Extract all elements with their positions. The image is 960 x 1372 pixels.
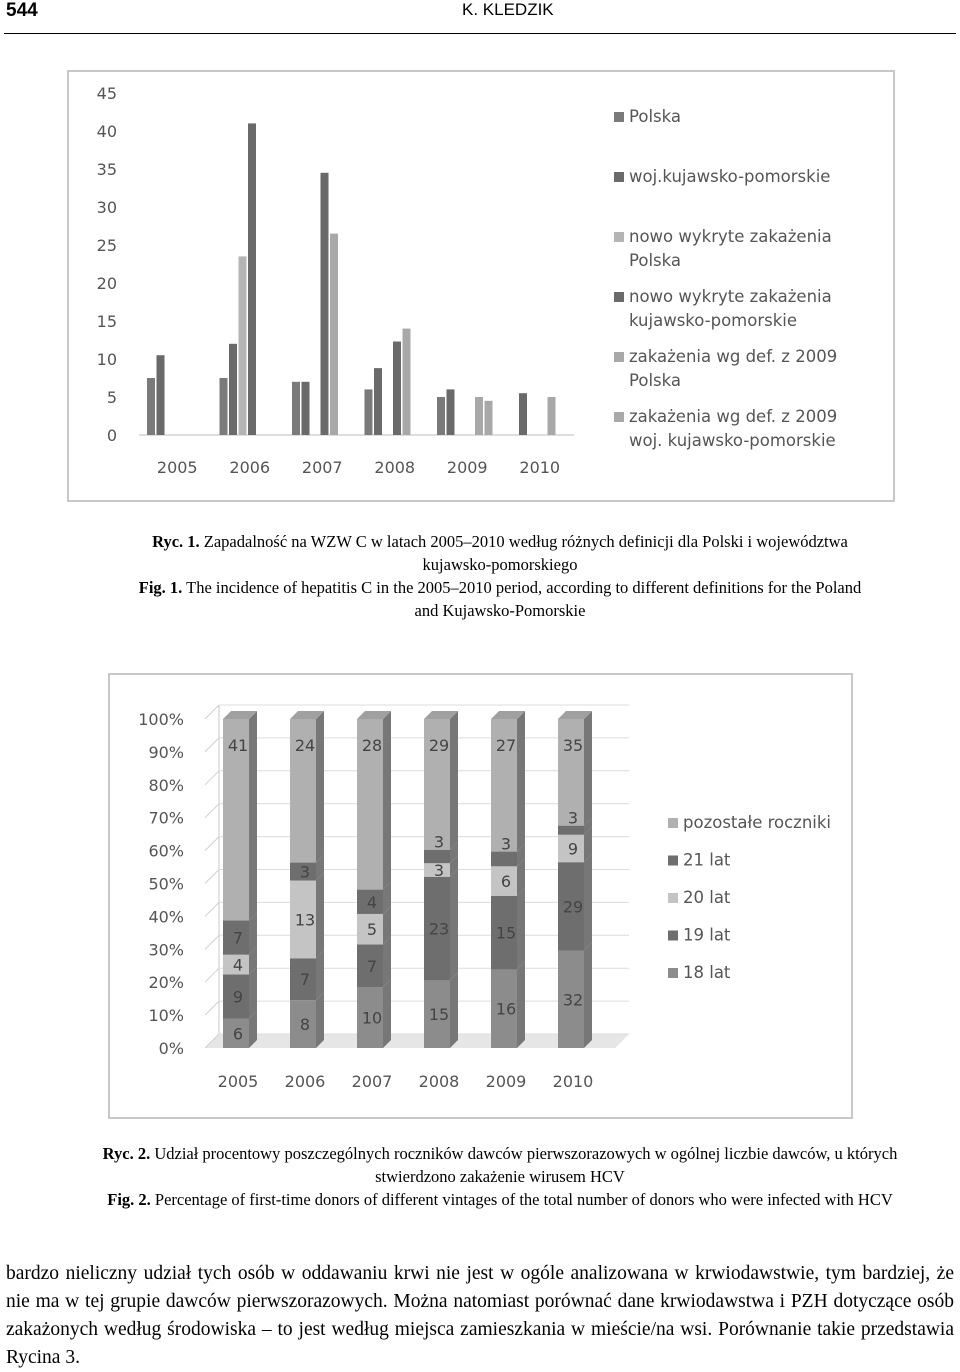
- x-tick-label: 2010: [519, 458, 561, 477]
- legend-label: pozostałe roczniki: [683, 813, 832, 832]
- legend-label: woj.kujawsko-pomorskie: [629, 167, 831, 186]
- data-label: 3: [299, 862, 311, 882]
- bar-side: [584, 854, 592, 950]
- figure-1-caption-en: [60, 576, 940, 622]
- x-tick-label: 2007: [351, 1072, 393, 1091]
- data-label: 7: [366, 956, 378, 976]
- y-tick-label: 30: [96, 198, 117, 217]
- page-number: 544: [6, 0, 38, 21]
- bar-side: [450, 869, 458, 981]
- data-label: 3: [567, 808, 579, 828]
- legend-swatch: [614, 412, 624, 422]
- y-tick-label: 20: [96, 274, 117, 293]
- y-tick-label: 50%: [148, 874, 184, 894]
- y-tick-label: 90%: [148, 742, 184, 762]
- bar-side: [316, 711, 324, 863]
- legend-label: nowo wykryte zakażenia: [629, 287, 832, 306]
- data-label: 29: [428, 736, 450, 755]
- bar: [302, 382, 310, 435]
- data-label: 4: [366, 892, 378, 912]
- data-label: 23: [428, 919, 450, 939]
- figure-1-caption-pl: [60, 530, 940, 576]
- bar-side: [249, 711, 257, 920]
- header-rule: [4, 33, 956, 34]
- data-label: 5: [366, 920, 378, 940]
- data-label: 16: [495, 999, 517, 1019]
- running-head: K. KLEDZIK: [462, 0, 554, 19]
- caption-label: Ryc. 1.: [152, 532, 200, 551]
- y-tick-label: 10: [96, 350, 117, 369]
- x-tick-label: 2006: [284, 1072, 326, 1091]
- gridline-diag: [205, 968, 219, 982]
- x-tick-label: 2005: [217, 1072, 259, 1091]
- data-label: 28: [361, 736, 383, 755]
- bar-side: [383, 711, 391, 890]
- legend-label: zakażenia wg def. z 2009: [629, 347, 838, 366]
- bar: [548, 397, 556, 435]
- legend-swatch: [668, 931, 678, 941]
- legend-label: Polska: [629, 371, 682, 390]
- gridline-diag: [205, 771, 219, 785]
- bar: [403, 329, 411, 435]
- gridline-diag: [205, 738, 219, 752]
- bar-side: [584, 711, 592, 826]
- bar: [220, 378, 228, 435]
- figure-1-chart: [69, 72, 893, 500]
- y-tick-label: 45: [96, 84, 117, 103]
- bar: [330, 234, 338, 435]
- bar: [519, 393, 527, 435]
- legend-label: woj. kujawsko-pomorskie: [629, 431, 836, 450]
- data-label: 15: [428, 1005, 450, 1025]
- figure-2-caption-en: [60, 1188, 940, 1211]
- x-tick-label: 2005: [156, 458, 198, 477]
- body-text: [6, 1260, 954, 1372]
- y-tick-label: 0: [106, 426, 117, 445]
- y-tick-label: 20%: [148, 973, 184, 993]
- y-tick-label: 30%: [148, 940, 184, 960]
- y-tick-label: 40: [96, 122, 117, 141]
- gridline-diag: [205, 902, 219, 916]
- caption-text: Percentage of first-time donors of different vintages of the total number of donors who were infected with HCV: [154, 1190, 893, 1209]
- bar-side: [316, 950, 324, 1000]
- caption-text: The incidence of hepatitis C in the 2005–2010 period, according to different definitions for the Poland: [186, 578, 862, 597]
- y-tick-label: 0%: [158, 1039, 184, 1058]
- figure-2-chart: [110, 675, 851, 1117]
- bar: [248, 123, 256, 435]
- legend-swatch: [614, 292, 624, 302]
- data-label: 3: [500, 834, 512, 854]
- data-label: 7: [299, 970, 311, 990]
- caption-label: Fig. 2.: [107, 1190, 151, 1209]
- legend-label: 20 lat: [683, 888, 731, 907]
- data-label: 32: [562, 990, 584, 1010]
- bar: [437, 397, 445, 435]
- bar-segment: [491, 852, 517, 867]
- gridline-diag: [205, 1001, 219, 1015]
- y-tick-label: 5: [106, 388, 117, 407]
- legend-label: 21 lat: [683, 850, 731, 870]
- caption-label: Fig. 1.: [138, 578, 183, 597]
- data-label: 8: [299, 1015, 311, 1035]
- bar: [475, 397, 483, 435]
- caption-text: Zapadalność na WZW C w latach 2005–2010 według różnych definicji dla Polski i województwa: [203, 532, 848, 551]
- bar: [393, 342, 401, 435]
- data-label: 15: [495, 923, 517, 943]
- bar: [485, 401, 493, 435]
- legend-swatch: [668, 968, 678, 978]
- caption-text: kujawsko-pomorskiego: [422, 555, 578, 574]
- y-tick-label: 60%: [148, 841, 184, 861]
- bar-side: [584, 943, 592, 1048]
- data-label: 35: [562, 736, 584, 755]
- x-tick-label: 2006: [229, 458, 271, 477]
- bar-side: [517, 711, 525, 852]
- figure-1-frame: [67, 70, 895, 502]
- page-header: [0, 0, 960, 34]
- figure-2-caption-pl: [60, 1142, 940, 1188]
- x-tick-label: 2009: [485, 1072, 527, 1091]
- legend-label: 18 lat: [683, 963, 731, 982]
- bar: [374, 368, 382, 435]
- bar: [157, 355, 165, 435]
- data-label: 29: [562, 897, 584, 917]
- legend-swatch: [668, 818, 678, 828]
- bar: [292, 382, 300, 435]
- caption-text: and Kujawsko-Pomorskie: [414, 601, 586, 620]
- legend-swatch: [614, 172, 624, 182]
- data-label: 4: [232, 955, 244, 975]
- legend-label: Polska: [629, 107, 682, 126]
- data-label: 27: [495, 736, 517, 755]
- gridline-diag: [205, 935, 219, 949]
- y-tick-label: 70%: [148, 808, 184, 828]
- bar-side: [383, 979, 391, 1048]
- y-tick-label: 80%: [148, 775, 184, 795]
- caption-label: Ryc. 2.: [102, 1144, 151, 1163]
- x-tick-label: 2008: [374, 458, 416, 477]
- bar-side: [249, 966, 257, 1018]
- data-label: 13: [294, 910, 316, 930]
- gridline-diag: [205, 870, 219, 884]
- data-label: 9: [232, 987, 244, 1007]
- y-tick-label: 100%: [138, 710, 184, 729]
- legend-swatch: [614, 352, 624, 362]
- bar-side: [316, 992, 324, 1048]
- data-label: 3: [433, 860, 445, 880]
- caption-text: stwierdzono zakażenie wirusem HCV: [375, 1167, 625, 1186]
- gridline-diag: [205, 804, 219, 818]
- y-tick-label: 35: [96, 160, 117, 179]
- body-paragraph: bardzo nieliczny udział tych osób w oddawaniu krwi nie jest w ogóle analizowana w krwiodawstwie, tym bardziej, że nie ma w tej grupie dawców pierwszorazowych. Można natomiast porównać dane krwiodawstwa i PZH dotyczące osób zakażonych według środowiska – to jest według miejsca zamieszkania w mieście/na wsi. Porównanie takie przedstawia Rycina 3.: [6, 1263, 954, 1368]
- legend-label: kujawsko-pomorskie: [629, 311, 798, 330]
- bar: [147, 378, 155, 435]
- y-tick-label: 10%: [148, 1006, 184, 1026]
- bar: [239, 256, 247, 435]
- x-tick-label: 2009: [446, 458, 488, 477]
- data-label: 6: [500, 872, 512, 892]
- legend-label: Polska: [629, 251, 682, 270]
- legend-swatch: [614, 112, 624, 122]
- gridline-diag: [205, 705, 219, 719]
- data-label: 3: [433, 832, 445, 852]
- y-tick-label: 40%: [148, 907, 184, 927]
- data-label: 10: [361, 1008, 383, 1028]
- legend-label: 19 lat: [683, 925, 731, 945]
- bar-side: [450, 711, 458, 850]
- bar: [447, 389, 455, 435]
- x-tick-label: 2010: [552, 1072, 594, 1091]
- figure-2-frame: [108, 673, 853, 1119]
- gridline-diag: [205, 837, 219, 851]
- data-label: 41: [227, 736, 249, 755]
- legend-label: zakażenia wg def. z 2009: [629, 407, 838, 426]
- bar-side: [517, 888, 525, 970]
- y-tick-label: 25: [96, 236, 117, 255]
- data-label: 9: [567, 839, 579, 859]
- y-tick-label: 15: [96, 312, 117, 331]
- bar-side: [517, 961, 525, 1048]
- bar: [229, 344, 237, 435]
- data-label: 24: [294, 736, 316, 755]
- x-tick-label: 2008: [418, 1072, 460, 1091]
- data-label: 6: [232, 1024, 244, 1044]
- legend-label: nowo wykryte zakażenia: [629, 227, 832, 246]
- bar-side: [383, 936, 391, 987]
- bar: [321, 173, 329, 435]
- caption-text: Udział procentowy poszczególnych roczników dawców pierwszorazowych w ogólnej liczbie dawców, u których: [154, 1144, 898, 1163]
- legend-swatch: [668, 856, 678, 866]
- x-tick-label: 2007: [301, 458, 343, 477]
- bar-side: [316, 873, 324, 959]
- bar-side: [450, 972, 458, 1048]
- bar: [365, 389, 373, 435]
- data-label: 7: [232, 928, 244, 948]
- legend-swatch: [614, 232, 624, 242]
- legend-swatch: [668, 893, 678, 903]
